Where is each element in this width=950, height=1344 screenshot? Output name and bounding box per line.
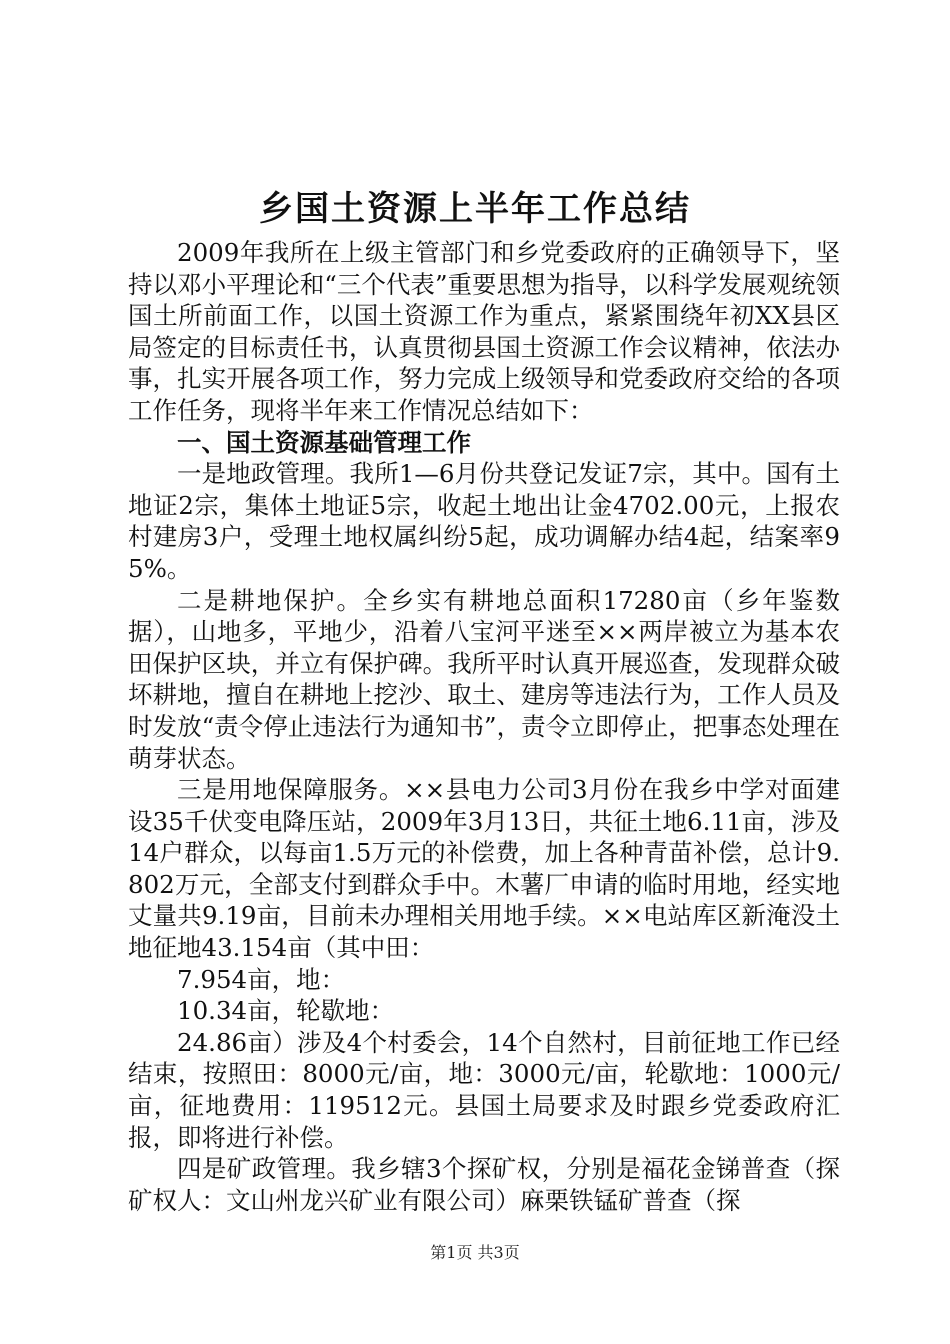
paragraph-farmland-protection: 二是耕地保护。全乡实有耕地总面积17280亩（乡年鉴数据），山地多，平地少，沿着八宝河平迷至××两岸被立为基本农田保护区块，并立有保护碑。我所平时认真开展巡查，发现群众破坏耕地，擅自在耕地上挖沙、取土、建房等违法行为，工作人员及时发放“责令停止违法行为通知书”，责令立即停止，把事态处理在萌芽状态。 xyxy=(128,585,840,773)
page-footer: 第1页 共3页 xyxy=(430,1243,520,1262)
paragraph-field-area: 7.954亩，地： xyxy=(177,964,346,994)
paragraph-land-administration: 一是地政管理。我所1—6月份共登记发证7宗，其中。国有土地证2宗，集体土地证5宗，收起土地出让金4702.00元，上报农村建房3户，受理土地权属纠纷5起，成功调解办结4起，结案率95%。 xyxy=(128,459,840,583)
document-body xyxy=(128,237,840,1216)
document-title: 乡国土资源上半年工作总结 xyxy=(259,189,691,229)
paragraph-mining-administration: 四是矿政管理。我乡辖3个探矿权，分别是福花金锑普查（探矿权人：文山州龙兴矿业有限公司）麻栗铁锰矿普查（探 xyxy=(128,1154,840,1215)
paragraph-fallow-area: 24.86亩）涉及4个村委会，14个自然村，目前征地工作已经结束，按照田：8000元/亩，地：3000元/亩，轮歇地：1000元/亩，征地费用：119512元。县国土局要求及时跟乡党委政府汇报，即将进行补偿。 xyxy=(128,1027,840,1152)
paragraph-land-area: 10.34亩，轮歇地： xyxy=(177,996,395,1026)
section-heading: 一、国土资源基础管理工作 xyxy=(177,427,471,457)
paragraph-land-use-service: 三是用地保障服务。××县电力公司3月份在我乡中学对面建设35千伏变电降压站，2009年3月13日，共征土地6.11亩，涉及14户群众，以每亩1.5万元的补偿费，加上各种青苗补偿，总计9.802万元，全部支付到群众手中。木薯厂申请的临时用地，经实地丈量共9.19亩，目前未办理相关用地手续。××电站库区新淹没土地征地43.154亩（其中田： xyxy=(128,775,840,963)
intro-paragraph: 2009年我所在上级主管部门和乡党委政府的正确领导下，坚持以邓小平理论和“三个代表”重要思想为指导，以科学发展观统领国土所前面工作，以国土资源工作为重点，紧紧围绕年初XX县区局签定的目标责任书，认真贯彻县国土资源工作会议精神，依法办事，扎实开展各项工作，努力完成上级领导和党委政府交给的各项工作任务，现将半年来工作情况总结如下： xyxy=(128,238,840,425)
